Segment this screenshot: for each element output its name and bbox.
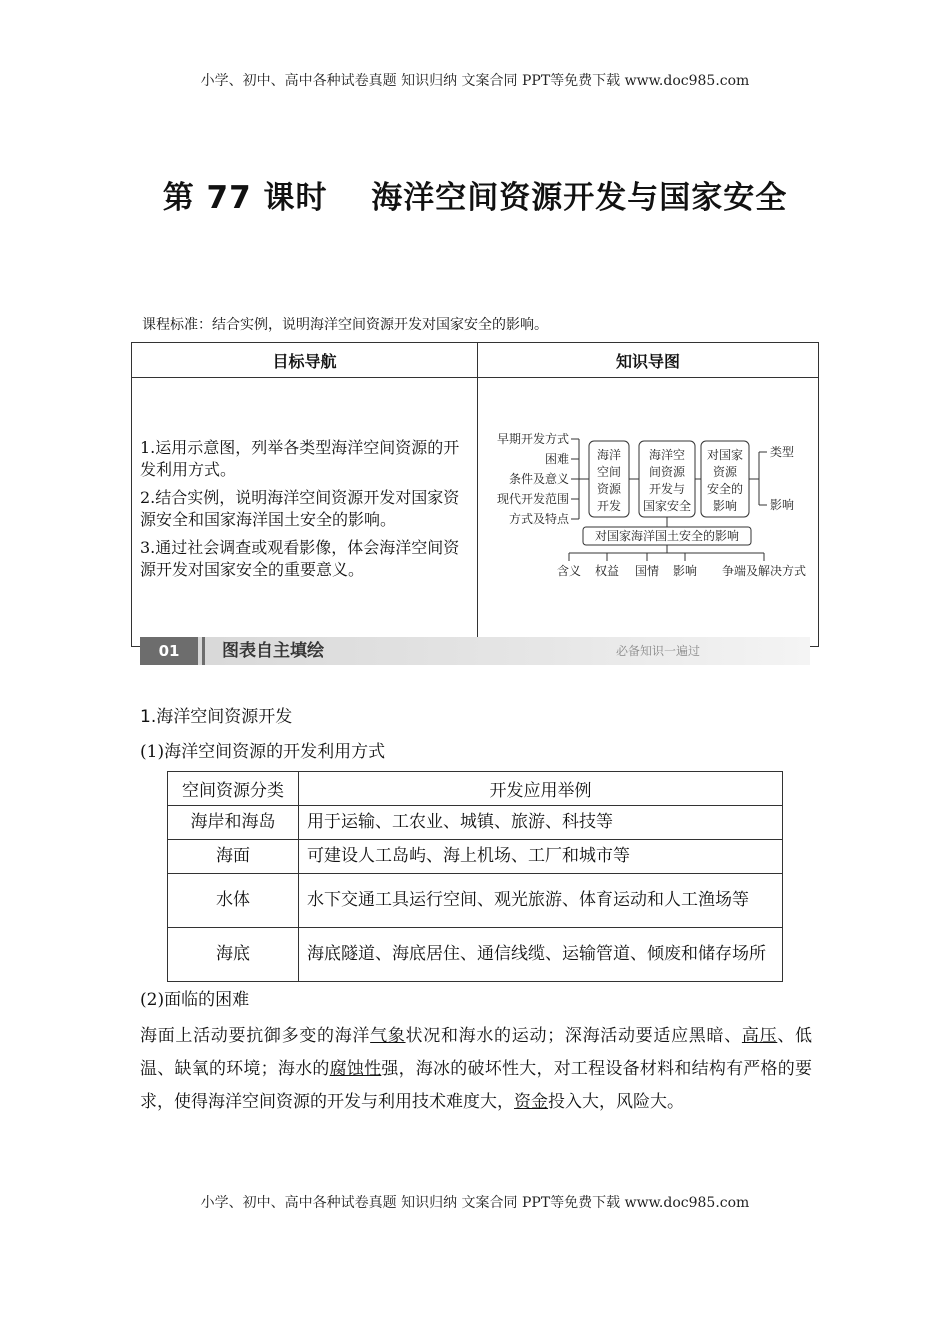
mindmap-left-item: 方式及特点 <box>508 512 569 526</box>
mindmap-box1-line: 海洋 <box>596 448 622 462</box>
mindmap-diagram <box>479 379 817 641</box>
table-row <box>168 874 783 928</box>
goals-cell <box>132 378 478 647</box>
mindmap-left-item: 困难 <box>544 452 569 466</box>
para-answer: 资金 <box>514 1092 548 1112</box>
resource-table <box>167 771 783 982</box>
mindmap-box2-line: 国家安全 <box>642 499 692 513</box>
mindmap-box1-line: 资源 <box>596 482 622 496</box>
banner-title: 图表自主填绘 <box>222 641 324 661</box>
mindmap-bottom-item: 影响 <box>672 564 698 578</box>
mindmap-left-item: 早期开发方式 <box>496 432 569 446</box>
table-row <box>168 840 783 874</box>
mindmap-bottom-box: 对国家海洋国土安全的影响 <box>594 529 740 543</box>
resource-example: 海底隧道、海底居住、通信线缆、运输管道、倾废和储存场所 <box>299 928 783 982</box>
mindmap-box3-line: 对国家 <box>706 448 744 462</box>
mindmap-bottom-item: 含义 <box>556 564 582 578</box>
mindmap-box3-line: 安全的 <box>706 482 744 496</box>
mindmap-box2-line: 开发与 <box>648 482 686 496</box>
section-banner <box>140 637 810 665</box>
goal-item: 1.运用示意图，列举各类型海洋空间资源的开发利用方式。 <box>140 438 460 479</box>
page-title: 第 77 课时 海洋空间资源开发与国家安全 <box>162 180 788 216</box>
banner-number: 01 <box>140 637 198 665</box>
subsection-heading: (2)面临的困难 <box>140 990 250 1010</box>
table-row <box>168 806 783 840</box>
mindmap-header: 知识导图 <box>478 343 819 378</box>
resource-example: 水下交通工具运行空间、观光旅游、体育运动和人工渔场等 <box>299 874 783 928</box>
resource-example: 可建设人工岛屿、海上机场、工厂和城市等 <box>299 840 783 874</box>
para-answer: 腐蚀性 <box>329 1059 382 1079</box>
mindmap-box1-line: 开发 <box>596 499 622 513</box>
para-text: 强，海冰的破坏性大，对工程设备材料和结构有严格的要求，使得海洋空间资源的开发与利用技术难度大， <box>140 1059 813 1112</box>
mindmap-right-item: 类型 <box>770 445 795 459</box>
mindmap-bottom-item: 国情 <box>634 564 660 578</box>
resource-type: 海底 <box>168 928 299 982</box>
mindmap-box1-line: 空间 <box>596 465 622 479</box>
page-footer: 小学、初中、高中各种试卷真题 知识归纳 文案合同 PPT等免费下载 www.doc985.com <box>200 1195 750 1211</box>
banner-subtitle: 必备知识一遍过 <box>616 644 701 658</box>
page-header: 小学、初中、高中各种试卷真题 知识归纳 文案合同 PPT等免费下载 www.doc985.com <box>200 73 750 89</box>
resource-example: 用于运输、工农业、城镇、旅游、科技等 <box>299 806 783 840</box>
resource-type: 海岸和海岛 <box>168 806 299 840</box>
difficulty-paragraph <box>140 1020 812 1119</box>
goals-header: 目标导航 <box>132 343 478 378</box>
mindmap-cell <box>478 378 819 647</box>
resource-table-header: 开发应用举例 <box>299 772 783 806</box>
para-answer: 气象 <box>370 1026 406 1046</box>
para-answer: 高压 <box>741 1026 778 1046</box>
banner-divider <box>202 637 205 665</box>
overview-table <box>131 342 819 647</box>
mindmap-box3-line: 影响 <box>712 499 738 513</box>
mindmap-box2-line: 海洋空 <box>648 448 686 462</box>
mindmap-bottom-item: 权益 <box>594 564 620 578</box>
resource-table-header: 空间资源分类 <box>168 772 299 806</box>
subsection-heading: (1)海洋空间资源的开发利用方式 <box>140 742 386 762</box>
para-text: 、低温、缺氧的环境；海水的 <box>140 1026 813 1079</box>
para-text: 状况和海水的运动；深海活动要适应黑暗、 <box>405 1026 742 1046</box>
resource-type: 海面 <box>168 840 299 874</box>
table-row <box>168 928 783 982</box>
mindmap-box3-line: 资源 <box>712 465 738 479</box>
mindmap-left-item: 现代开发范围 <box>496 492 569 506</box>
para-text: 海面上活动要抗御多变的海洋 <box>140 1026 371 1046</box>
goal-item: 2.结合实例，说明海洋空间资源开发对国家资源安全和国家海洋国土安全的影响。 <box>140 488 460 529</box>
mindmap-box2-line: 间资源 <box>648 465 686 479</box>
section-heading: 1.海洋空间资源开发 <box>140 707 293 727</box>
mindmap-left-item: 条件及意义 <box>508 472 569 486</box>
resource-type: 水体 <box>168 874 299 928</box>
course-standard: 课程标准：结合实例，说明海洋空间资源开发对国家安全的影响。 <box>142 317 548 333</box>
goal-item: 3.通过社会调查或观看影像，体会海洋空间资源开发对国家安全的重要意义。 <box>140 538 460 579</box>
para-text: 投入大，风险大。 <box>548 1092 684 1112</box>
mindmap-right-item: 影响 <box>770 498 795 512</box>
mindmap-bottom-item: 争端及解决方式 <box>721 564 807 578</box>
